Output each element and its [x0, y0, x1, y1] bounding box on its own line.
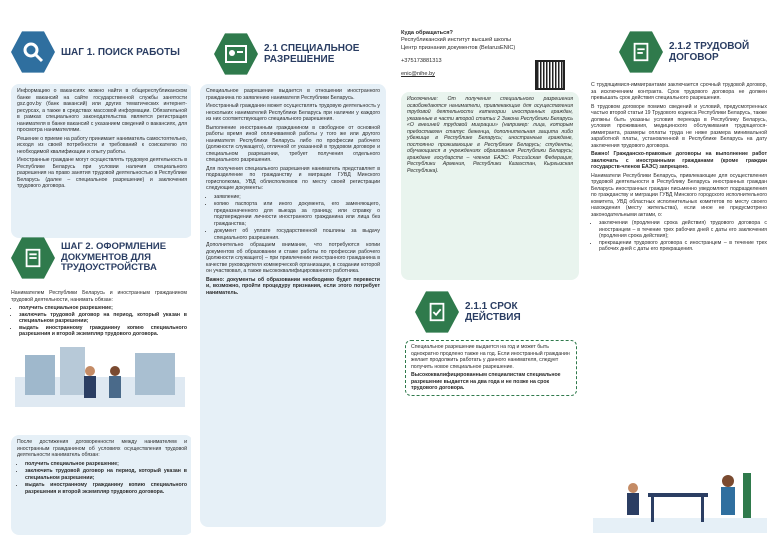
step2-header	[11, 236, 191, 280]
permit-paragraph: Дополнительно обращаем внимание, что потребуются копии документов об образовании и стаже работы по профессии рабочего (должности служащего) – при привлечении иностранного гражданина в качестве руководителя коммерческой организации, в создании которой он участвовал, а также высококвалифицированного работника.	[206, 242, 380, 274]
permit-important: Важно: документы об образовании необходимо будет перевести и, возможно, пройти процедуру признания, если этого потребует наниматель.	[206, 276, 380, 296]
permit-paragraph: Выполнение иностранным гражданином в свободное от основной работы время иной оплачиваемой работы у того же или другого нанимателя Республики Беларусь либо по профессии рабочего (должности служащего), отличной от указанной в трудовом договоре и специальном разрешении, требует получения отдельного специального разрешения.	[206, 124, 380, 163]
document-icon	[11, 236, 55, 280]
bottom-box	[11, 435, 191, 535]
page-special-permit	[200, 0, 386, 541]
contact-email[interactable]: enic@nihe.by	[401, 71, 435, 78]
contract-icon	[619, 30, 663, 74]
permit-header	[214, 32, 384, 76]
contract-title: 2.1.2 ТРУДОВОЙ ДОГОВОР	[669, 41, 750, 63]
contract-header	[619, 30, 769, 74]
search-icon	[11, 30, 55, 74]
contact-phone[interactable]: +375173881313	[401, 57, 442, 64]
page-labor-contract	[585, 0, 770, 541]
contact-question: Куда обращаться?	[401, 30, 453, 36]
step2-item: • получить специальное разрешение;	[19, 305, 187, 312]
permit-paragraph: Специальное разрешение выдается в отношении иностранного гражданина по заявлению нанимателя Республики Беларусь.	[206, 88, 380, 101]
hq-text: Высококвалифицированным специалистам специальное разрешение выдается на два года и не позже на срок трудового договора.	[411, 372, 561, 391]
permit-paragraph: Иностранный гражданин может осуществлять трудовую деятельность у нескольких нанимателей Республики Беларусь при наличии у каждого из них соответствующего специального разрешения.	[206, 103, 380, 122]
contract-paragraph: С трудящимися-иммигрантами заключается срочный трудовой договор, за исключением контракта. Срок трудового договора не должен превышать срок действия специального разрешения.	[591, 82, 767, 101]
permit-doc-item: • документ об уплате государственной пошлины за выдачу специального разрешения.	[214, 228, 380, 241]
contact-org: Республиканский институт высшей школы	[401, 37, 512, 44]
step2-item: • выдать иностранному гражданину копию специального разрешения и второй экземпляр трудового договора.	[19, 325, 187, 338]
document-check-icon	[415, 290, 459, 334]
contract-text	[591, 82, 767, 253]
bottom-item: • заключить трудовой договор на период, который указан в специальном разрешении;	[25, 468, 187, 481]
bottom-item: • выдать иностранному гражданину копию специального разрешения и второй экземпляр трудового договора.	[25, 482, 187, 495]
contract-paragraph: Наниматели Республики Беларусь, привлекающие для осуществления трудовой деятельности в Республику Беларусь иностранных граждан Беларусь иностранных граждан письменно уведомляют подразделения по гражданству и миграции ГУВД Минского городского исполнительного комитета, УВД областных исполнительных комитетов по месту своего нахождения (месту жительства), если иное не предусмотрено законодательными актами, о:	[591, 172, 767, 218]
step1-box	[11, 84, 191, 238]
step1-title: ШАГ 1. ПОИСК РАБОТЫ	[61, 46, 180, 58]
step2-text	[11, 290, 187, 338]
contract-paragraph: В трудовом договоре помимо сведений и условий, предусмотренных частью второй статьи 19 Трудового кодекса Республики Беларусь, также должны быть указаны условия переезда в Республику Беларусь, условия проживания, медицинского обслуживания трудящегося-иммигранта, размеры оплаты труда не ниже размера минимальной заработной платы, установленной в Республике Беларусь на дату заключения трудового договора.	[591, 103, 767, 149]
permit-title: 2.1 СПЕЦИАЛЬНОЕ РАЗРЕШЕНИЕ	[264, 43, 360, 65]
contract-important: Важно! Гражданско-правовые договоры на выполнение работ заключать с иностранными гражданами (кроме граждан государств-членов ЕАЭС) запрещено.	[591, 151, 767, 170]
permit-paragraph: Для получения специального разрешения наниматель представляет в подразделение по гражданству и миграции ГУВД Минского горисполкома, УВД облисполкомов по месту своей регистрации следующие документы:	[206, 165, 380, 191]
bottom-text: После достижения договоренности между нанимателем и иностранным гражданином об условиях осуществления трудовой деятельности наниматель обязан:	[17, 439, 187, 458]
step1-paragraph-1: Информацию о вакансиях можно найти в общереспубликанском банке вакансий на сайте государственной службы занятости gsz.gov.by (банк вакансий) или других тематических интернет-ресурсах, а также в средствах массовой информации. Обязательной в рамках специального законодательства является регистрация нанимателя в банке вакансий с указанием сведений о вакансиях, для просмотра нанимателями.	[17, 88, 187, 133]
step1-header	[11, 30, 191, 74]
contract-item: • прекращении трудового договора с иностранцем – в течение трех рабочих дней с даты его прекращения.	[599, 240, 767, 253]
step1-paragraph-2: Решение о приеме на работу принимает наниматель самостоятельно, исходя из своей потребности и требований к соискателю по необходимой квалификации и опыту работы.	[17, 135, 187, 155]
page-contacts	[395, 0, 581, 541]
term-title: 2.1.1 СРОК ДЕЙСТВИЯ	[465, 301, 521, 323]
exception-text: Исключение: От получения специального разрешения освобождаются наниматели, привлекающие для осуществления трудовой деятельности категории иностранных граждан, указанные в части второй статьи 2 Закона Республики Беларусь «О внешней трудовой миграции» (например: лица, которым предоставлен статус беженца, дополнительная защита либо убежище в Республике Беларусь; иностранные граждане, постоянно проживающие в Республике Беларусь; студенты, обучающиеся в учреждениях образования Республики Беларусь; граждане государств – членов ЕАЭС: Российская Федерация, Республики Армения, Республики Казахстан, Кыргызская Республика).	[407, 96, 573, 174]
term-box	[405, 340, 577, 396]
contacts-block	[401, 30, 531, 78]
step2-title: ШАГ 2. ОФОРМЛЕНИЕ ДОКУМЕНТОВ ДЛЯ ТРУДОУСТРОЙСТВА	[61, 241, 167, 274]
permit-doc-item: • копию паспорта или иного документа, его заменяющего, предназначенного для выезда за границу, или справку о подтверждении личности иностранного гражданина или лица без гражданства;	[214, 201, 380, 227]
handshake-illustration	[15, 347, 185, 411]
contact-center: Центр признания документов (BelarusENIC)	[401, 44, 516, 51]
bottom-item: • получить специальное разрешение;	[25, 461, 187, 468]
step2-item: • заключить трудовой договор на период, который указан в специальном разрешении;	[19, 312, 187, 325]
permit-doc-item: • заявление;	[214, 194, 380, 201]
contract-item: • заключении (продлении срока действия) трудового договора с иностранцем – в течение трех рабочих дней с даты его заключения (продления срока действия);	[599, 220, 767, 240]
id-card-icon	[214, 32, 258, 76]
term-text: Специальное разрешение выдается на год и может быть однократно продлено также на год. Если иностранный гражданин желает продолжить работать у данного нанимателя, следует получить новое специальное разрешение.	[411, 344, 570, 370]
qr-code	[535, 60, 565, 90]
page-step1	[5, 0, 191, 541]
step2-intro: Нанимателем Республики Беларусь и иностранным гражданином трудовой деятельности, нанимать обязан:	[11, 290, 187, 303]
office-illustration	[593, 463, 767, 533]
term-header	[415, 290, 575, 334]
permit-box	[200, 84, 386, 527]
exception-box	[401, 92, 579, 280]
step1-paragraph-3: Иностранные граждане могут осуществлять трудовую деятельность в Республике Беларусь при условии наличия специального разрешения на право занятия трудовой деятельностью в Республике Беларусь (далее – специальное разрешение) и заключения трудового договора.	[17, 157, 187, 189]
